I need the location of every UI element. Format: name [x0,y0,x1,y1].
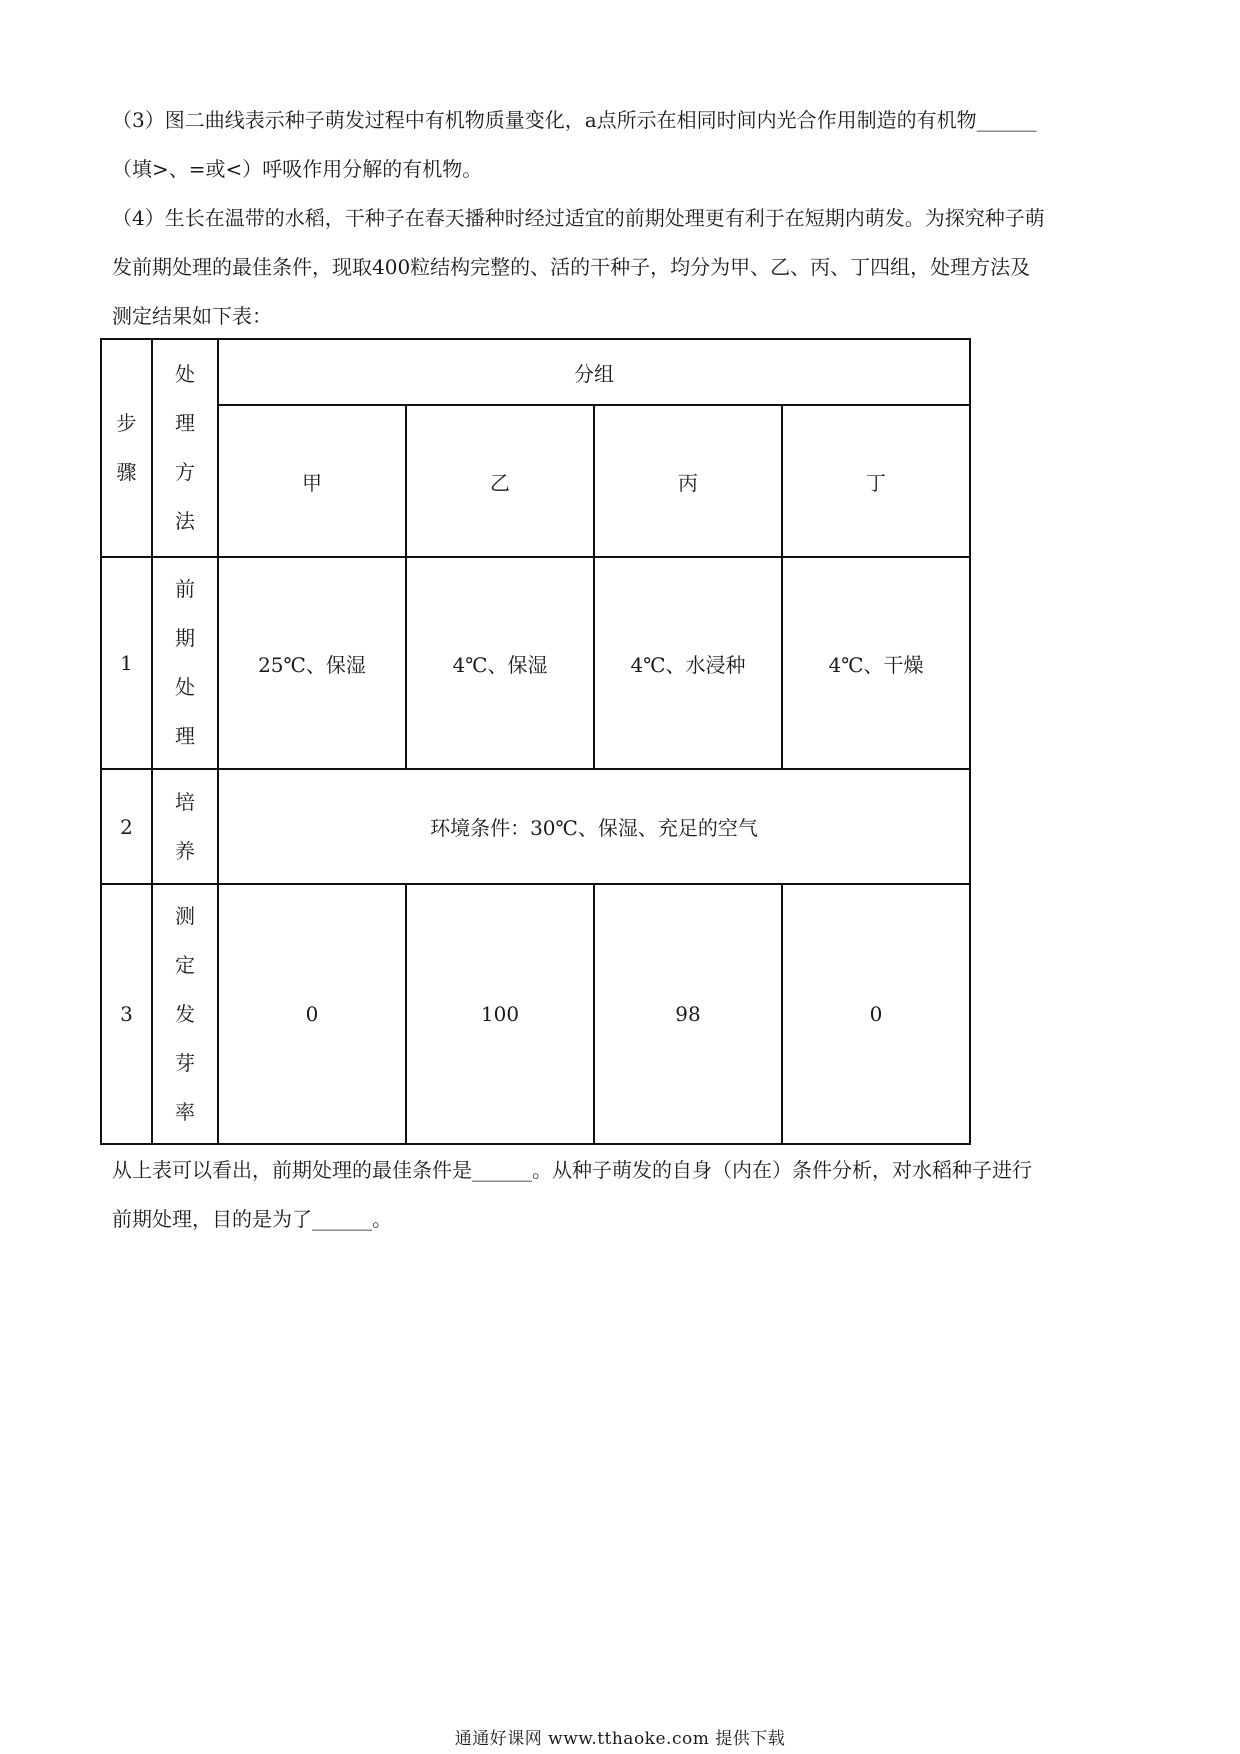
method-char: 率 [175,1099,195,1124]
method-cell [152,557,218,769]
treatment-yi: 4℃、保湿 [406,557,594,769]
step-header-char: 步 [116,411,137,435]
step-2-row [101,769,970,884]
step-1-row [101,557,970,769]
germination-rate-ding: 0 [782,884,970,1144]
treatment-bing: 4℃、水浸种 [594,557,782,769]
group-header: 分组 [218,339,970,405]
culture-conditions: 环境条件：30℃、保湿、充足的空气 [218,769,970,884]
step-number: 2 [101,769,152,884]
conclusion-line-1: 从上表可以看出，前期处理的最佳条件是______。从种子萌发的自身（内在）条件分析，对水稻种子进行 [112,1158,1032,1182]
question-4-line-2: 发前期处理的最佳条件，现取400粒结构完整的、活的干种子，均分为甲、乙、丙、丁四组，处理方法及 [112,255,1031,279]
method-char: 前 [175,577,195,601]
germination-rate-yi: 100 [406,884,594,1144]
group-ding: 丁 [782,405,970,557]
conclusion-line-2: 前期处理，目的是为了______。 [112,1207,392,1231]
method-char: 理 [175,724,195,748]
question-3-line-1: （3）图二曲线表示种子萌发过程中有机物质量变化，a点所示在相同时间内光合作用制造的有机物______ [112,108,1037,132]
method-header-char: 方 [175,460,195,484]
step-header-cell [101,339,152,557]
group-yi: 乙 [406,405,594,557]
question-4-line-1: （4）生长在温带的水稻，干种子在春天播种时经过适宜的前期处理更有利于在短期内萌发。为探究种子萌 [112,206,1045,230]
method-char: 处 [175,675,195,699]
germination-rate-bing: 98 [594,884,782,1144]
experiment-table [100,338,971,1145]
method-char: 期 [175,626,195,650]
header-row-2 [101,405,970,557]
group-jia: 甲 [218,405,406,557]
method-char: 定 [175,952,195,977]
germination-rate-jia: 0 [218,884,406,1144]
treatment-jia: 25℃、保湿 [218,557,406,769]
question-4-line-3: 测定结果如下表： [112,304,272,328]
method-header-char: 处 [175,362,195,386]
step-header-char: 骤 [116,460,137,484]
method-header-cell [152,339,218,557]
method-char: 测 [175,903,195,928]
method-cell [152,769,218,884]
method-char: 发 [175,1001,195,1026]
step-number: 3 [101,884,152,1144]
question-3-line-2: （填>、=或<）呼吸作用分解的有机物。 [112,157,483,181]
footer-watermark: 通通好课网 www.tthaoke.com 提供下载 [454,1729,786,1749]
method-char: 芽 [175,1050,195,1075]
group-bing: 丙 [594,405,782,557]
method-cell [152,884,218,1144]
step-3-row [101,884,970,1144]
treatment-ding: 4℃、干燥 [782,557,970,769]
method-header-char: 法 [175,509,195,533]
step-number: 1 [101,557,152,769]
method-char: 培 [175,789,195,814]
header-row-1 [101,339,970,405]
method-header-char: 理 [175,411,195,435]
method-char: 养 [175,838,195,863]
